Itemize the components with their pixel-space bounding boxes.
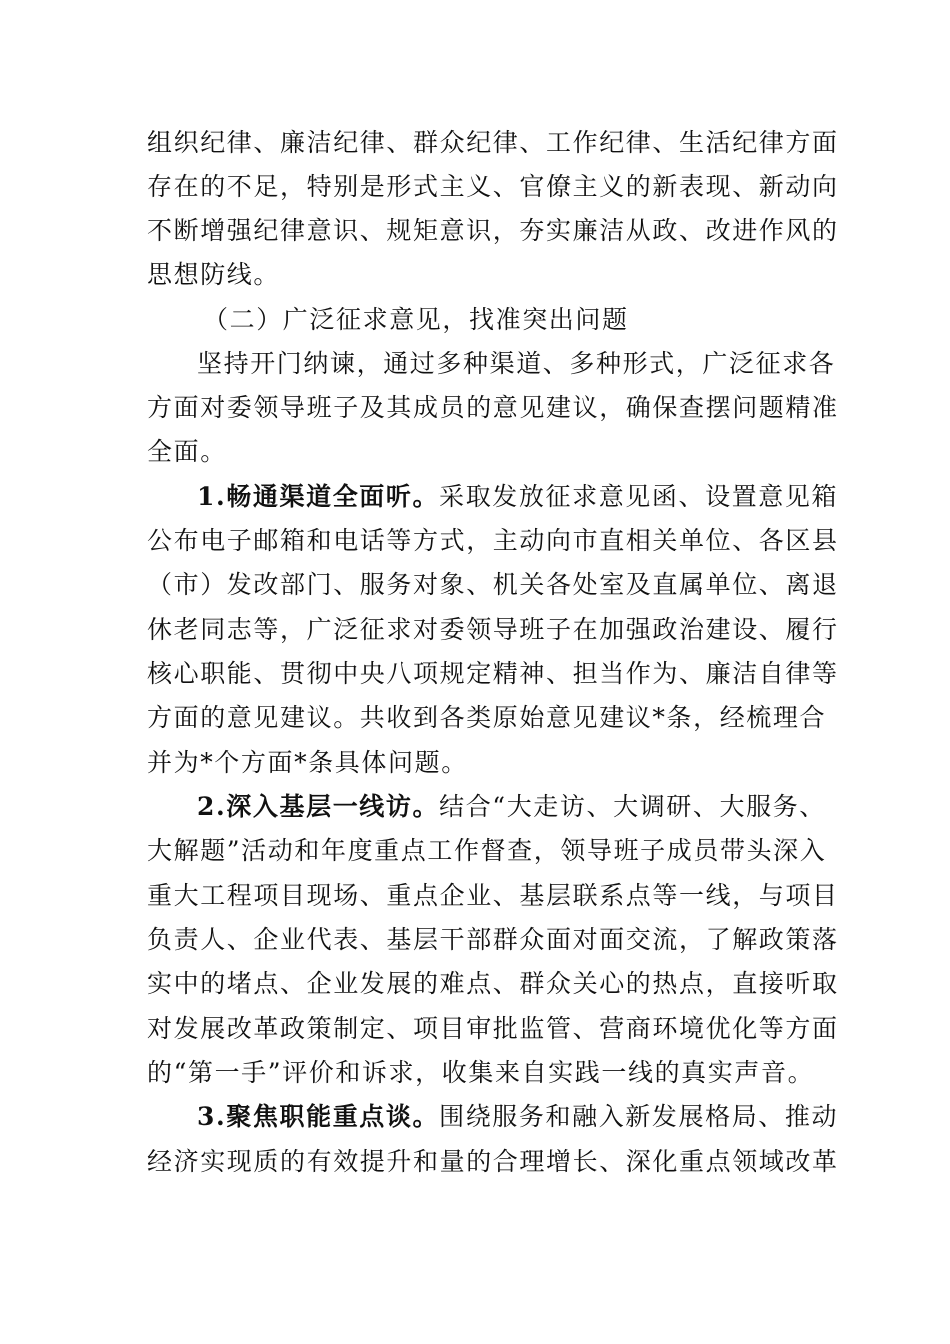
item-2-title: 2.深入基层一线访。: [197, 792, 440, 821]
intro-text-line: 方面对委领导班子及其成员的意见建议，确保查摆问题精准: [147, 393, 839, 422]
item-3-title: 3.聚焦职能重点谈。: [197, 1102, 440, 1131]
item-3-text: 围绕服务和融入新发展格局、推动: [439, 1102, 839, 1131]
item-1-text: 采取发放征求意见函、设置意见箱: [439, 482, 839, 511]
item-2-text-line: 重大工程项目现场、重点企业、基层联系点等一线，与项目: [147, 881, 839, 910]
item-1-text-line: 休老同志等，广泛征求对委领导班子在加强政治建设、履行: [147, 615, 839, 644]
item-2-text-line: 负责人、企业代表、基层干部群众面对面交流，了解政策落: [147, 925, 839, 954]
section-heading: （二）广泛征求意见，找准突出问题: [203, 305, 629, 334]
item-1-text-line: 方面的意见建议。共收到各类原始意见建议*条，经梳理合: [147, 703, 827, 732]
item-1-text-line: （市）发改部门、服务对象、机关各处室及直属单位、离退: [147, 570, 839, 599]
item-2-text-line: 实中的堵点、企业发展的难点、群众关心的热点，直接听取: [147, 969, 839, 998]
body-text-line: 思想防线。: [147, 260, 281, 289]
item-2-text-line: 大解题”活动和年度重点工作督查，领导班子成员带头深入: [147, 836, 827, 865]
body-text-line: 不断增强纪律意识、规矩意识，夯实廉洁从政、改进作风的: [147, 216, 839, 245]
item-1-title: 1.畅通渠道全面听。: [197, 482, 440, 511]
item-1-text-line: 并为*个方面*条具体问题。: [147, 748, 468, 777]
intro-text-line: 全面。: [147, 437, 227, 466]
item-3-text-line: 经济实现质的有效提升和量的合理增长、深化重点领域改革: [147, 1147, 839, 1176]
body-text-line: 组织纪律、廉洁纪律、群众纪律、工作纪律、生活纪律方面: [147, 128, 839, 157]
body-text-line: 存在的不足，特别是形式主义、官僚主义的新表现、新动向: [147, 172, 839, 201]
item-2-text: 结合“大走访、大调研、大服务、: [439, 792, 826, 821]
item-2-text-line: 对发展改革政策制定、项目审批监管、营商环境优化等方面: [147, 1014, 839, 1043]
item-3-first-line: [197, 1102, 867, 1132]
item-1-text-line: 公布电子邮箱和电话等方式，主动向市直相关单位、各区县: [147, 526, 839, 555]
item-2-text-line: 的“第一手”评价和诉求，收集来自实践一线的真实声音。: [147, 1058, 815, 1087]
item-1-first-line: [197, 482, 867, 512]
item-1-text-line: 核心职能、贯彻中央八项规定精神、担当作为、廉洁自律等: [147, 659, 839, 688]
item-2-first-line: [197, 792, 867, 822]
intro-text-line: 坚持开门纳谏，通过多种渠道、多种形式，广泛征求各: [197, 349, 836, 378]
